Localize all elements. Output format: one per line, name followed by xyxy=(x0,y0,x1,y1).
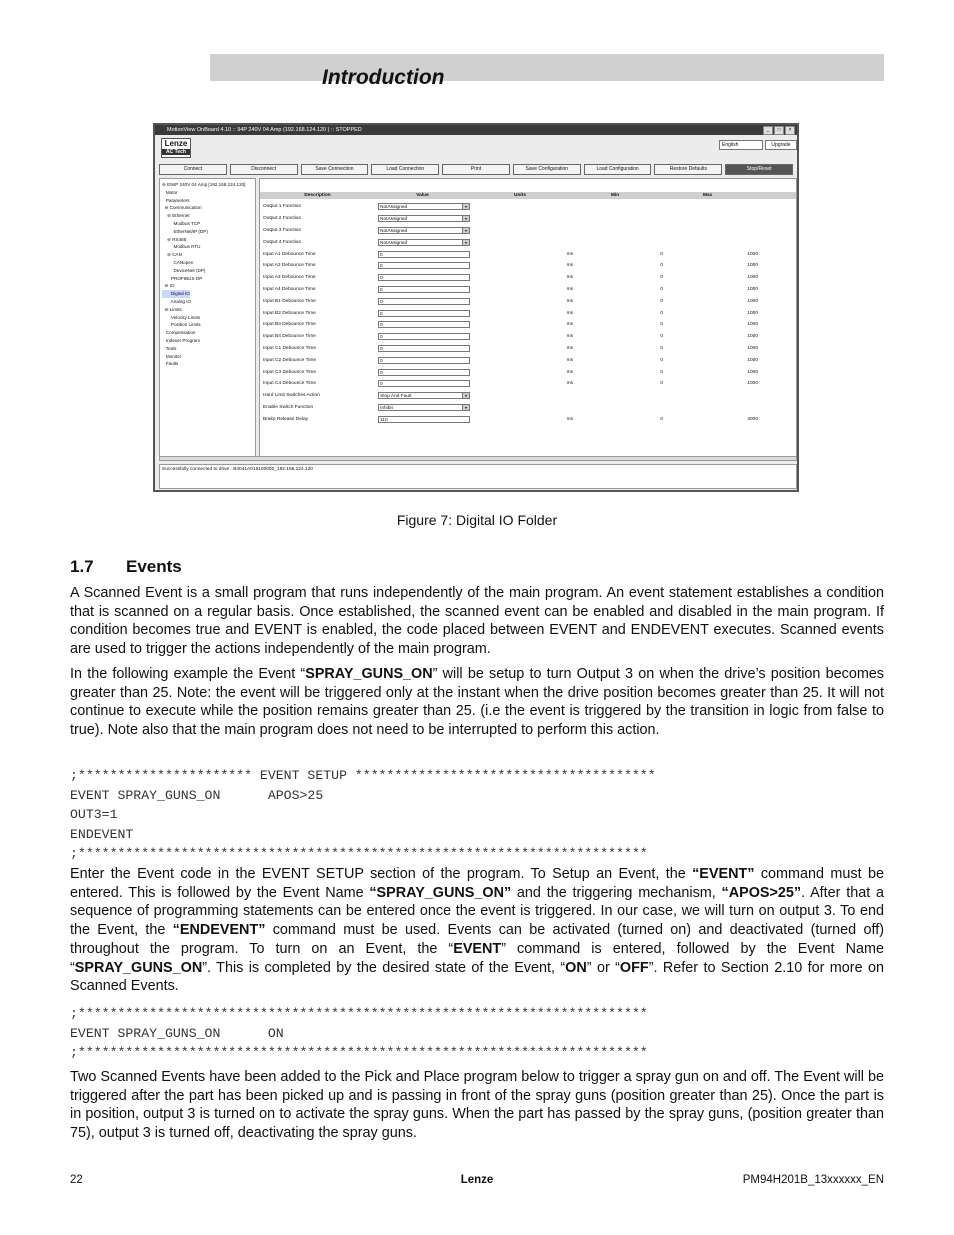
table-cell: 1000 xyxy=(747,345,758,351)
table-cell: ms xyxy=(566,263,573,269)
table-cell: 1000 xyxy=(747,263,758,269)
tree-item: Digital IO xyxy=(162,291,190,297)
table-cell: Input C4 Debounce Time xyxy=(263,381,317,387)
table-cell: Stop And Fault ▾ xyxy=(378,392,473,399)
table-cell: Inhibit ▾ xyxy=(378,404,473,411)
table-row xyxy=(260,319,796,331)
section-title: Events xyxy=(126,557,182,576)
table-cell: 0 xyxy=(660,263,663,269)
table-cell: Input B2 Debounce Time xyxy=(263,310,316,316)
table-cell: Input A4 Debounce Time xyxy=(263,286,316,292)
table-cell: 0 xyxy=(660,381,663,387)
paragraph-2: In the following example the Event “SPRAY_GUNS_ON” will be setup to turn Output 3 on when the drive’s position becomes greater than 25. Note: the event will be triggered only at the instant when the drive position becomes greater than 25. It will not continue to execute while the position remains greater than 25. (i.e the event is triggered by the transition in logic from false to true). Note also that the main program does not need to be interrupted to perform this action. xyxy=(70,666,885,739)
table-row xyxy=(260,331,796,343)
toolbar-button: Print xyxy=(442,164,510,175)
table-row xyxy=(260,236,796,248)
lenze-logo: Lenze AC Tech xyxy=(161,138,191,158)
table-row xyxy=(260,272,796,284)
table-cell: 0 xyxy=(660,286,663,292)
table-cell: 0 xyxy=(378,262,473,269)
table-cell: Input A3 Debounce Time xyxy=(263,275,316,281)
paragraph-1: A Scanned Event is a small program that runs independently of the main program. An event statement establishes a condition that is scanned on a regular basis. Once established, the scanned event can be enabled and disabled in the main program. If condition becomes true and EVENT is enabled, the code placed between EVENT and ENDEVENT executes. Scanned events are used to trigger the actions independently of the main program. xyxy=(70,585,884,658)
table-row xyxy=(260,213,796,225)
paragraph-3: Enter the Event code in the EVENT SETUP section of the program. To Setup an Event, the “EVENT” command must be entered. This is followed by the Event Name “SPRAY_GUNS_ON” and the triggering mechanism, “APOS>25”. After that a sequence of programming statements can be entered once the event is triggered. In our case, we will turn on output 3. To end the Event, the “ENDEVENT” command must be used. Events can be activated (turned on) and deactivated (turned off) throughout the program. To turn on an Event, the “EVENT” command is entered, followed by the Event Name “SPRAY_GUNS_ON”. This is completed by the desired state of the Event, “ON” or “OFF”. Refer to Section 2.10 for more on Scanned Events. xyxy=(70,866,884,995)
tree-item: ⊖ CAN xyxy=(162,252,182,258)
page-number: 22 xyxy=(70,1174,83,1186)
table-cell: Hard Limit Switches Action xyxy=(263,393,320,399)
table-cell: 0 xyxy=(660,416,663,422)
table-cell: Brake Release Delay xyxy=(263,416,309,422)
table-cell: Output 2 Function xyxy=(263,216,302,222)
column-header: Description xyxy=(304,193,331,198)
language-select: English xyxy=(719,140,763,150)
table-cell: 1000 xyxy=(747,322,758,328)
tree-item: Compensation xyxy=(162,330,196,336)
tree-item: ⊖ IO xyxy=(162,283,175,289)
table-cell: 1000 xyxy=(747,275,758,281)
toolbar xyxy=(159,164,793,173)
dropdown-arrow-icon: ▾ xyxy=(462,228,469,233)
close-icon: × xyxy=(785,126,795,135)
column-header: Value xyxy=(416,193,429,198)
table-cell: 1000 xyxy=(747,310,758,316)
table-cell: 0 xyxy=(660,275,663,281)
table-cell: NotAssigned ▾ xyxy=(378,239,473,246)
table-cell: ms xyxy=(566,251,573,257)
toolbar-button: Save Connection xyxy=(301,164,369,175)
column-header: Max xyxy=(702,193,713,198)
toolbar-button: Load Connection xyxy=(371,164,439,175)
status-message: Successfully connected to drive : B4041A015100000_192.168.124.120 xyxy=(159,464,797,489)
table-cell: 0 xyxy=(378,274,473,281)
tree-item: ⊖ Ethernet xyxy=(162,213,190,219)
table-cell: Input C3 Debounce Time xyxy=(263,369,317,375)
table-cell: 0 xyxy=(378,251,473,258)
toolbar-button: Save Configuration xyxy=(513,164,581,175)
tree-item: Tools xyxy=(162,345,177,351)
tree-item: PROFIBUS-DP xyxy=(162,275,203,281)
tree-item: Parameters xyxy=(162,197,190,203)
table-cell: 0 xyxy=(660,322,663,328)
table-cell: ms xyxy=(566,322,573,328)
table-cell: 0 xyxy=(378,380,473,387)
table-cell: Input B1 Debounce Time xyxy=(263,298,316,304)
paragraph-4: Two Scanned Events have been added to the Pick and Place program below to trigger a spray gun on and off. The Event will be triggered after the part has been picked up and is passing in front of the spray guns (position greater than 25). Once the part is in position, output 3 is turned on to activate the spray guns. When the part has passed by the spray guns, (position greater than 75), output 3 is turned off, deactivating the spray guns. xyxy=(70,1069,884,1142)
tree-item: Faults xyxy=(162,361,179,367)
table-row xyxy=(260,366,796,378)
software-screenshot xyxy=(153,123,799,492)
table-row xyxy=(260,378,796,390)
section-heading xyxy=(70,557,182,577)
toolbar-button: Load Configuration xyxy=(584,164,652,175)
code-block-1: ;********************** EVENT SETUP ************************************** EVENT SPRAY_GUNS_ON APOS>25 OUT3=1 ENDEVENT ;************************************************************************ xyxy=(70,768,656,861)
table-cell: 0 xyxy=(660,251,663,257)
table-cell: 1000 xyxy=(747,357,758,363)
table-cell: Output 4 Function xyxy=(263,239,302,245)
toolbar-button: Restore Defaults xyxy=(654,164,722,175)
table-cell: NotAssigned ▾ xyxy=(378,227,473,234)
table-cell: Output 3 Function xyxy=(263,227,302,233)
table-cell: Input A1 Debounce Time xyxy=(263,251,316,257)
tree-item: Monitor xyxy=(162,353,182,359)
table-cell: 0 xyxy=(378,369,473,376)
horizontal-scrollbar xyxy=(159,456,797,461)
dropdown-arrow-icon: ▾ xyxy=(462,216,469,221)
table-row xyxy=(260,354,796,366)
tree-item: Modbus RTU xyxy=(162,244,201,250)
column-header: Units xyxy=(514,193,526,198)
figure-caption: Figure 7: Digital IO Folder xyxy=(396,512,558,528)
table-cell: ms xyxy=(566,357,573,363)
tree-item: DeviceNet (DP) xyxy=(162,267,206,273)
window-controls xyxy=(763,126,795,135)
tree-item: Indexer Program xyxy=(162,337,201,343)
toolbar-button: Disconnect xyxy=(230,164,298,175)
table-cell: 0 xyxy=(660,345,663,351)
minimize-icon: _ xyxy=(763,126,773,135)
table-cell: 0 xyxy=(378,298,473,305)
table-cell: 0 xyxy=(660,298,663,304)
table-cell: 0 xyxy=(378,333,473,340)
table-cell: 0 xyxy=(378,286,473,293)
upgrade-button: Upgrade xyxy=(765,140,797,150)
table-cell: ms xyxy=(566,334,573,340)
document-id: PM94H201B_13xxxxxx_EN xyxy=(742,1174,884,1186)
table-cell: ms xyxy=(566,381,573,387)
table-cell: ms xyxy=(566,275,573,281)
maximize-icon: □ xyxy=(774,126,784,135)
tree-item: ⊖ E94P 240V 04 Amp [192.168.124.120] xyxy=(162,182,246,187)
table-cell: ms xyxy=(566,345,573,351)
table-cell: 0 xyxy=(660,310,663,316)
table-cell: 1000 xyxy=(747,286,758,292)
table-cell: ms xyxy=(566,298,573,304)
code-block-2: ;************************************************************************ EVENT SPRAY_GUNS_ON ON ;************************************************************************ xyxy=(70,1006,648,1060)
dropdown-arrow-icon: ▾ xyxy=(462,405,469,410)
table-cell: 0 xyxy=(378,357,473,364)
table-row xyxy=(260,413,796,425)
tree-item: Motor xyxy=(162,189,178,195)
table-cell: 0 xyxy=(660,369,663,375)
table-cell: Input A2 Debounce Time xyxy=(263,263,316,269)
table-cell: 0 xyxy=(378,321,473,328)
grid-header xyxy=(260,192,796,199)
table-row xyxy=(260,260,796,272)
table-cell: 0 xyxy=(660,357,663,363)
section-number: 1.7 xyxy=(70,557,94,576)
table-cell: NotAssigned ▾ xyxy=(378,215,473,222)
header-title: Introduction xyxy=(322,66,445,89)
tree-item: CANopen xyxy=(162,259,194,265)
table-cell: ms xyxy=(566,310,573,316)
table-cell: Enable Switch Function xyxy=(263,404,314,410)
toolbar-button: Stop/Reset xyxy=(725,164,793,175)
table-cell: Output 1 Function xyxy=(263,204,302,210)
tree-item: ⊖ RS485 xyxy=(162,236,187,242)
tree-item: ⊖ Communication xyxy=(162,205,202,211)
tree-item: Position Limits xyxy=(162,322,201,328)
table-row xyxy=(260,295,796,307)
table-cell: 110 xyxy=(378,416,473,423)
table-cell: Input C1 Debounce Time xyxy=(263,345,317,351)
table-cell: 0 xyxy=(378,345,473,352)
column-header: Min xyxy=(610,193,620,198)
table-cell: 0 xyxy=(660,334,663,340)
table-cell: 1000 xyxy=(747,298,758,304)
dropdown-arrow-icon: ▾ xyxy=(462,204,469,209)
tree-item: EtherNet/IP (DP) xyxy=(162,228,208,234)
table-cell: 1000 xyxy=(747,381,758,387)
dropdown-arrow-icon: ▾ xyxy=(462,240,469,245)
tree-item: Analog IO xyxy=(162,298,192,304)
table-cell: ms xyxy=(566,416,573,422)
footer-brand: Lenze xyxy=(460,1174,494,1186)
parameter-grid xyxy=(259,178,797,458)
table-row xyxy=(260,201,796,213)
table-row xyxy=(260,284,796,296)
table-cell: 1000 xyxy=(747,334,758,340)
table-cell: Input C2 Debounce Time xyxy=(263,357,317,363)
table-row xyxy=(260,390,796,402)
table-row xyxy=(260,225,796,237)
table-cell: NotAssigned ▾ xyxy=(378,203,473,210)
dropdown-arrow-icon: ▾ xyxy=(462,393,469,398)
table-cell: 2000 xyxy=(747,416,758,422)
parameter-tree xyxy=(159,178,256,458)
table-cell: Input B3 Debounce Time xyxy=(263,322,316,328)
window-titlebar: MotionView OnBoard 4.10 :: 94P 240V 04 Amp (192.168.124.120 ) :: STOPPED xyxy=(155,125,797,135)
table-cell: ms xyxy=(566,286,573,292)
table-row xyxy=(260,402,796,414)
tree-item: ⊖ Limits xyxy=(162,306,182,312)
table-cell: 1000 xyxy=(747,251,758,257)
table-row xyxy=(260,343,796,355)
table-row xyxy=(260,248,796,260)
table-row xyxy=(260,307,796,319)
table-cell: Input B4 Debounce Time xyxy=(263,334,316,340)
table-cell: ms xyxy=(566,369,573,375)
tree-item: Velocity Limits xyxy=(162,314,201,320)
table-cell: 0 xyxy=(378,310,473,317)
table-cell: 1000 xyxy=(747,369,758,375)
header-bar xyxy=(210,54,884,81)
tree-item: Modbus TCP xyxy=(162,220,201,226)
toolbar-button: Connect xyxy=(159,164,227,175)
